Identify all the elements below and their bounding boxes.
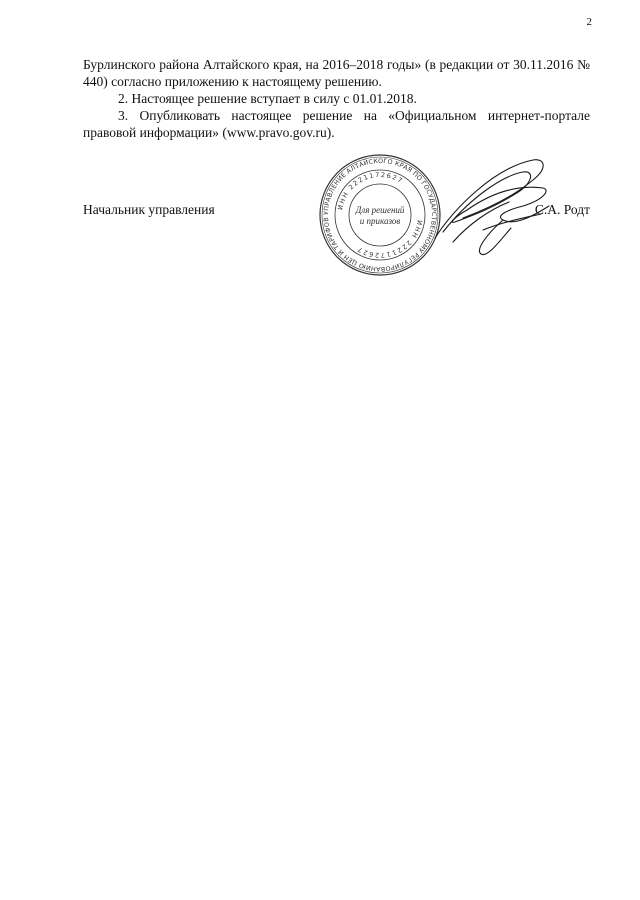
stamp-inn-text-repeat: ИНН 2221172627 [355, 219, 424, 260]
stamp-center-line-2: и приказов [359, 216, 401, 226]
signer-position-title: Начальник управления [83, 202, 215, 217]
stamp-center-line-1: Для решений [355, 205, 405, 215]
paragraph-continuation: Бурлинского района Алтайского края, на 2016–2018 годы» (в редакции от 30.11.2016 № 440) согласно приложению к настоящему решению. [83, 57, 590, 89]
paragraph-effective-date: 2. Настоящее решение вступает в силу с 01.01.2018. [118, 91, 417, 106]
page-number: 2 [586, 16, 592, 28]
stamp-inn-text: ИНН 2221172627 [336, 170, 405, 211]
stamp-outer-text: УПРАВЛЕНИЕ АЛТАЙСКОГО КРАЯ ПО ГОСУДАРСТВЕННОМУ РЕГУЛИРОВАНИЮ ЦЕН И ТАРИФОВ [322, 157, 438, 273]
paragraph-publication: 3. Опубликовать настоящее решение на «Официальном интернет-портале правовой информации» (www.pravo.gov.ru). [83, 108, 590, 140]
handwritten-signature [383, 150, 553, 260]
document-body [83, 56, 590, 141]
signer-name: С.А. Родт [534, 202, 590, 217]
signature-block [83, 150, 590, 290]
